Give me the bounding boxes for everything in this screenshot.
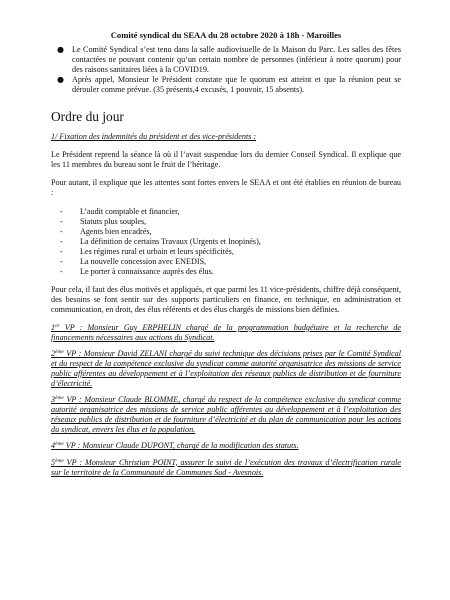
list-item: - Le porter à connaissance auprès des élus. [60,266,214,276]
vice-president-entry: 1er VP : Monsieur Guy ERPHELIN chargé de la programmation budgétaire et la recherche de financements nécessaires aux actions du Syndicat. [51,322,401,343]
bullet-text: Le Comité Syndical s’est tenu dans la salle audiovisuelle de la Maison du Parc. Les salles des fêtes contactées ne pouvant contenir qu’un certain nombre de personnes (inférieur à notre quorum) pour des raisons sanitaires liées à la COVID19. [72,45,401,75]
dash-marker: - [60,256,63,266]
list-item [57,45,401,75]
vice-president-entry: 5ème VP : Monsieur Christian POINT, assurer le suivi de l’exécution des travaux d’électrification rurale sur le territoire de la Communauté de Communes Sud - Avesnois. [51,457,401,477]
list-item: - La nouvelle concession avec ENEDIS, [60,256,207,266]
list-item [57,75,401,95]
document-title: Comité syndical du SEAA du 28 octobre 2020 à 18h - Maroilles [110,30,342,40]
vice-president-entry: 3ème VP : Monsieur Claude BLOMME, chargé du respect de la compétence exclusive du syndicat comme autorité organisatrice des missions de service public afférentes au développement et à l’exploitation des réseaux publics de distribution et de fourniture d’électricité et du plan de communication pour les actions du syndicat, envers les élus et la population. [51,395,401,435]
list-item: - La définition de certains Travaux (Urgents et Inopinés), [60,236,261,246]
dash-marker: - [60,266,63,276]
bullet-text: Après appel, Monsieur le Président constate que le quorum est atteint et que la réunion peut se dérouler comme prévue. (35 présents,4 excusés, 1 pouvoir, 15 absents). [72,75,401,95]
bullet-icon: ● [57,45,64,55]
vice-president-entry: 2ème VP : Monsieur David ZELANI chargé du suivi technique des décisions prises par le Comité Syndical et du respect de la compétence exclusive du syndicat comme autorité organisatrice des missions de service public afférentes au développement et à l’exploitation des réseaux publics de distribution et de fourniture d’électricité. [51,349,401,389]
paragraph: Le Président reprend la séance là où il l’avait suspendue lors du dernier Conseil Syndical. Il explique que les 11 membres du bureau sont le fruit de l’héritage. [51,150,401,170]
agenda-item-title: 1/ Fixation des indemnités du président et des vice-présidents : [51,132,257,142]
paragraph: Pour autant, il explique que les attentes sont fortes envers le SEAA et ont été établies en réunion de bureau : [51,178,401,198]
expectations-list [51,207,401,277]
dash-marker: - [60,206,63,216]
list-item: - L’audit comptable et financier, [60,206,180,216]
list-item: - Les régimes rural et urbain et leurs spécificités, [60,246,234,256]
paragraph: Pour cela, il faut des élus motivés et appliqués, et que parmi les 11 vice-présidents, chiffre déjà conséquent, des besoins se font sentir sur des supports particuliers en finance, en technique, en administration et communication, en droit, des élus référents et des élus chargés de missions bien définies. [51,284,401,314]
vice-president-entry: 4ème VP : Monsieur Claude DUPONT, chargé de la modification des statuts. [51,441,299,451]
list-item: - Agents bien encadrés, [60,226,152,236]
list-item: - Statuts plus souples, [60,216,147,226]
dash-marker: - [60,226,63,236]
bullet-icon: ● [57,75,64,85]
intro-bullet-list [51,45,401,95]
dash-marker: - [60,236,63,246]
section-heading: Ordre du jour [51,109,124,125]
dash-marker: - [60,216,63,226]
dash-marker: - [60,246,63,256]
